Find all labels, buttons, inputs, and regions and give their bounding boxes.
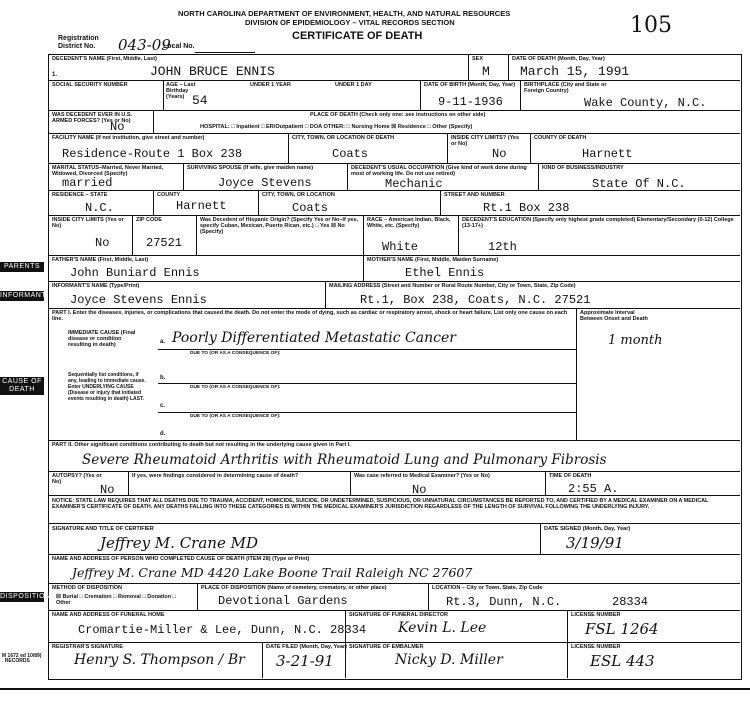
race-label: RACE – American Indian, Black, White, etc. (Specify) [367,217,451,229]
inside-city-limits2-label: INSIDE CITY LIMITS (Yes or No) [52,217,124,229]
business-label: KIND OF BUSINESS/INDUSTRY [542,165,624,171]
under-1-day-label: UNDER 1 DAY [335,82,372,88]
age-value: 54 [192,93,208,108]
certifier-name-label: NAME AND ADDRESS OF PERSON WHO COMPLETED CAUSE OF DEATH (ITEM 28) (Type or Print) [52,556,310,562]
embalmer-signature: Nicky D. Miller [395,652,503,668]
findings-label: If yes, were findings considered in determining cause of death? [132,473,299,479]
certifier-signature: Jeffrey M. Crane MD [100,534,258,552]
father-label: FATHER'S NAME (First, Middle, Last) [52,257,149,263]
sequential-label: Sequentially list conditions, if any, leading to immediate cause. Enter UNDERLYING CAUSE (Disease or injury that initiated events resulting in death) LAST. [68,372,146,402]
date-of-death-label: DATE OF DEATH (Month, Day, Year) [512,56,605,62]
embalmer-label: SIGNATURE OF EMBALMER [349,644,424,650]
due-to-a: DUE TO (OR AS A CONSEQUENCE OF): [190,351,281,356]
business-value: State Of N.C. [592,177,686,191]
funeral-home-label: NAME AND ADDRESS OF FUNERAL HOME [52,612,165,618]
due-to-b: DUE TO (OR AS A CONSEQUENCE OF): [190,385,281,390]
certifier-name-value: Jeffrey M. Crane MD 4420 Lake Boone Trail Raleigh NC 27607 [72,565,473,580]
residence-state-value: N.C. [85,201,114,215]
informant-side-label: INFORMANT [0,292,47,299]
ssn-label: SOCIAL SECURITY NUMBER [52,82,128,88]
immediate-cause-label: IMMEDIATE CAUSE (Final disease or condition resulting in death) [68,330,136,348]
county-of-death-value: Harnett [582,147,633,161]
date-filed-value: 3-21-91 [276,652,334,670]
education-value: 12th [488,240,517,254]
autopsy-value: No [100,483,115,497]
dept-heading: NORTH CAROLINA DEPARTMENT OF ENVIRONMENT, HEALTH, AND NATURAL RESOURCES [178,9,511,18]
county-of-death-label: COUNTY OF DEATH [534,135,587,141]
facility-label: FACILITY NAME (If not institution, give street and number) [52,135,205,141]
residence-city-label: CITY, TOWN, OR LOCATION [262,192,335,198]
part1-label: PART I. Enter the diseases, injuries, or complications that caused the death. Do not enter the mode of dying, such as cardiac or respiratory arrest, shock or heart failure. List only one cause on each line. [52,310,568,322]
certificate-title: CERTIFICATE OF DEATH [292,30,423,42]
immediate-cause-value: Poorly Differentiated Metastatic Cancer [172,330,456,346]
marital-status-value: married [62,176,113,190]
funeral-director-signature: Kevin L. Lee [398,620,487,636]
cause-side-label: CAUSE OF DEATH [0,377,44,395]
date-signed-value: 3/19/91 [566,534,624,552]
interval-value: 1 month [608,333,663,348]
certificate-number: 105 [630,13,672,38]
inside-city-limits-value: No [492,147,507,161]
registrar-signature: Henry S. Thompson / Br [74,652,245,668]
education-label: DECEDENT'S EDUCATION (Specify only highest grade completed) Elementary/Secondary (0-12) College (13-17+) [462,217,734,229]
residence-state-label: RESIDENCE – STATE [52,192,108,198]
informant-value: Joyce Stevens Ennis [70,293,207,307]
spouse-value: Joyce Stevens [218,176,312,190]
mother-value: Ethel Ennis [405,266,485,280]
license-label-2: LICENSE NUMBER [571,644,621,650]
mother-label: MOTHER'S NAME (First, Middle, Maiden Surname) [367,257,499,263]
occupation-value: Mechanic [385,177,443,191]
armed-forces-value: No [110,120,125,134]
street-value: Rt.1 Box 238 [483,201,570,215]
disposition-side-label: DISPOSITION [0,593,51,600]
date-signed-label: DATE SIGNED (Month, Day, Year) [544,526,631,532]
date-filed-label: DATE FILED (Month, Day, Year) [266,644,347,650]
under-1-year-label: UNDER 1 YEAR [250,82,291,88]
residence-county-label: COUNTY [157,192,181,198]
age-label: AGE – Last Birthday (Years) [166,82,196,100]
residence-city-value: Coats [292,201,329,215]
me-referred-label: Was case referred to Medical Examiner? (Yes or No) [354,473,490,479]
zip-label: ZIP CODE [136,217,162,223]
zip-value: 27521 [146,236,183,250]
funeral-director-label: SIGNATURE OF FUNERAL DIRECTOR [349,612,449,618]
funeral-home-value: Cromartie-Miller & Lee, Dunn, N.C. 28334 [78,623,367,637]
decedent-name-label: DECEDENT'S NAME (First, Middle, Last) [52,56,157,62]
city-of-death-value: Coats [332,147,369,161]
decedent-name: JOHN BRUCE ENNIS [150,64,275,79]
me-referred-value: No [412,483,427,497]
medical-examiner-notice: NOTICE: STATE LAW REQUIRES THAT ALL DEATHS DUE TO TRAUMA, ACCIDENT, HOMICIDE, SUICIDE, OR UNDETERMINED, SUSPICIOUS, OR UNNATURAL CIRCUMSTANCES BE REPORTED TO, AND CERTIFIED BY A MEDICAL EXAMINER ON A MEDICAL EXAMINER'S CERTIFICATE OF DEATH. ANY DEATHS FALLING INTO THESE CATEGORIES IS WITHIN THE MEDICAL EXAMINER'S JURISDICTION REGARDLESS OF THE LENGTH OF SURVIVAL FOLLOWING THE UNDERLYING INJURY. [52,498,709,510]
registrar-label: REGISTRAR'S SIGNATURE [52,644,123,650]
license-value-2: ESL 443 [590,652,655,670]
method-options: ☒ Burial □ Cremation □ Removal □ Donation □ Other [56,594,176,606]
registration-number: 043-09 [118,36,171,54]
location-value: Rt.3, Dunn, N.C. [446,595,562,609]
location-label: LOCATION – City or Town, State, Zip Code [432,585,543,591]
location-zip: 28334 [612,595,649,609]
sex-value: M [482,64,490,79]
hispanic-label: Was Decedent of Hispanic Origin? (Specify Yes or No–If yes, specify Cuban, Mexican, Puerto Rican, etc.) □ Yes ☒ No (Specify) [200,217,359,235]
marital-status-label: MARITAL STATUS–Married, Never Married, Widowed, Divorced (Specify) [52,165,164,177]
local-no-label: Local No. [163,43,195,50]
city-of-death-label: CITY, TOWN, OR LOCATION OF DEATH [292,135,395,141]
armed-forces-label: WAS DECEDENT EVER IN U.S. ARMED FORCES? (Yes or No) [52,112,133,124]
form-revision-note: M 1672 ed 10/89) . RECORDS [2,653,42,665]
dob-label: DATE OF BIRTH (Month, Day, Year) [424,82,516,88]
place-of-death-options: HOSPITAL: □ Inpatient □ ER/Outpatient □ DOA OTHER: □ Nursing Home ☒ Residence □ Other (Specify) [200,124,473,130]
registration-label: Registration District No. [58,35,99,50]
place-of-disposition-value: Devotional Gardens [218,594,348,608]
race-value: White [382,240,419,254]
method-label: METHOD OF DISPOSITION [52,585,122,591]
part2-value: Severe Rheumatoid Arthritis with Rheumatoid Lung and Pulmonary Fibrosis [82,452,607,468]
division-heading: DIVISION OF EPIDEMIOLOGY – VITAL RECORDS SECTION [245,18,455,27]
license-value-1: FSL 1264 [585,620,659,638]
facility-value: Residence-Route 1 Box 238 [62,147,243,161]
father-value: John Buniard Ennis [70,266,200,280]
license-label-1: LICENSE NUMBER [571,612,621,618]
certifier-signature-label: SIGNATURE AND TITLE OF CERTIFIER [52,526,154,532]
dob-value: 9-11-1936 [438,95,503,109]
time-of-death-label: TIME OF DEATH [549,473,592,479]
mailing-address-value: Rt.1, Box 238, Coats, N.C. 27521 [360,293,591,307]
occupation-label: DECEDENT'S USUAL OCCUPATION (Give kind of work done during most of working life. Do not use retired) [351,165,527,177]
time-of-death-value: 2:55 A. [568,482,619,496]
spouse-label: SURVIVING SPOUSE (If wife, give maiden name) [187,165,314,171]
informant-label: INFORMANT'S NAME (Type/Print) [52,283,140,289]
parents-side-label: PARENTS [0,262,44,272]
street-label: STREET AND NUMBER [444,192,505,198]
mailing-address-label: MAILING ADDRESS (Street and Number or Rural Route Number, City or Town, State, Zip Code) [329,283,576,289]
residence-county-value: Harnett [176,199,227,213]
place-of-disposition-label: PLACE OF DISPOSITION (Name of cemetery, crematory, or other place) [201,585,387,591]
sex-label: SEX [472,56,484,62]
autopsy-label: AUTOPSY? (Yes or No) [52,473,102,485]
inside-city-limits2-value: No [95,236,110,250]
inside-city-limits-label: INSIDE CITY LIMITS? (Yes or No) [451,135,520,147]
part2-label: PART II. Other significant conditions contributing to death but not resulting in the underlying cause given in Part I. [52,442,351,448]
interval-label: Approximate Interval Between Onset and Death [580,310,648,322]
due-to-c: DUE TO (OR AS A CONSEQUENCE OF): [190,414,281,419]
birthplace-label: BIRTHPLACE (City and State or Foreign Country) [524,82,607,94]
date-of-death: March 15, 1991 [520,64,630,79]
place-of-death-label: PLACE OF DEATH (Check only one: see instructions on other side) [310,112,486,118]
birthplace-value: Wake County, N.C. [584,96,707,110]
